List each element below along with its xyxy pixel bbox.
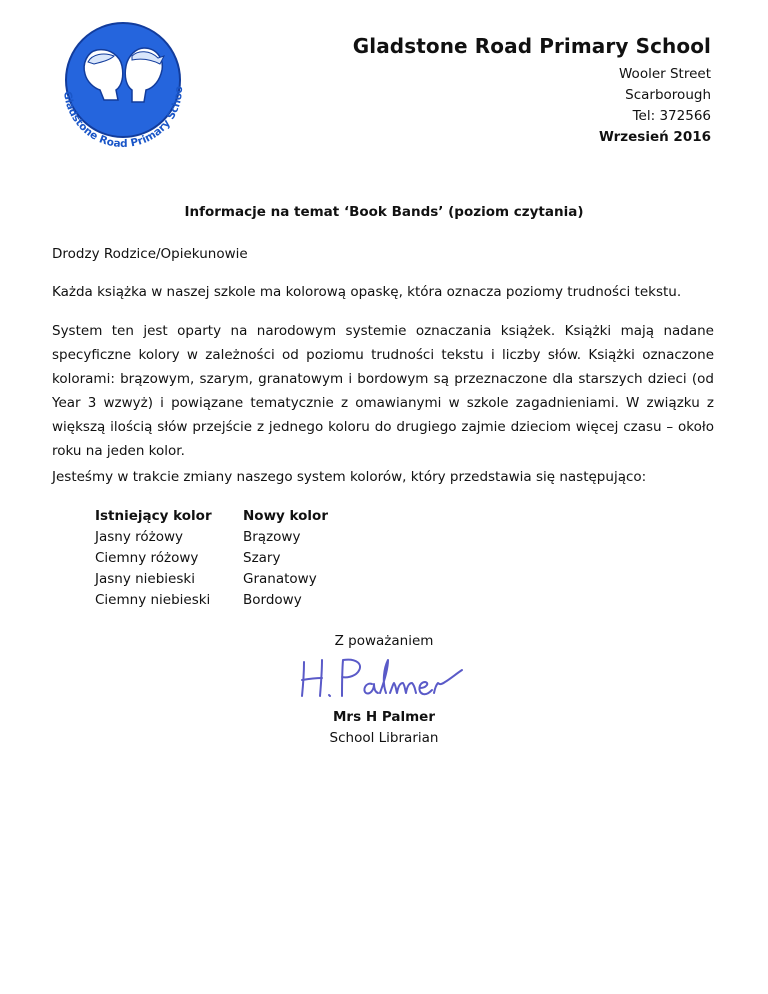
signer-block	[0, 707, 768, 749]
new-color: Bordowy	[243, 592, 302, 608]
table-row	[95, 571, 328, 592]
column-header-existing: Istniejący kolor	[95, 508, 212, 524]
new-color: Brązowy	[243, 529, 301, 545]
existing-color: Ciemny niebieski	[95, 592, 211, 608]
closing: Z poważaniem	[334, 633, 434, 649]
paragraph-system: System ten jest oparty na narodowym systemie oznaczania książek. Książki mają nadane specyficzne kolory w zależności od poziomu trudności tekstu i liczby słów. Książki oznaczone kolorami: brązowym, szarym, granatowym i bordowym są przeznaczone dla starszych dzieci (od Year 3 wzwyż) i powiązane tematycznie z omawianymi w szkole zagadnieniami. W związku z większą ilością słów przejście z jednego koloru do drugiego zajmie dzieciom więcej czasu – około roku na jeden kolor.	[52, 323, 714, 459]
signer-name: Mrs H Palmer	[333, 709, 435, 725]
address-line: Scarborough	[625, 87, 711, 103]
address-line: Wooler Street	[619, 66, 711, 82]
table-row	[95, 529, 328, 550]
paragraph-intro: Każda książka w naszej szkole ma kolorową opaskę, która oznacza poziomy trudności tekstu.	[52, 284, 682, 300]
greeting: Drodzy Rodzice/Opiekunowie	[52, 246, 248, 262]
table-row	[95, 592, 328, 613]
phone-line: Tel: 372566	[632, 108, 711, 124]
book-bands-table	[95, 508, 328, 613]
letter-subject: Informacje na temat ‘Book Bands’ (poziom czytania)	[184, 204, 584, 220]
school-logo	[52, 16, 194, 158]
existing-color: Jasny różowy	[95, 529, 184, 545]
new-color: Szary	[243, 550, 281, 566]
new-color: Granatowy	[243, 571, 317, 587]
letter-date: Wrzesień 2016	[598, 129, 711, 145]
school-name: Gladstone Road Primary School	[352, 34, 711, 58]
table-header-row	[95, 508, 328, 529]
existing-color: Jasny niebieski	[95, 571, 195, 587]
school-address	[599, 64, 711, 148]
existing-color: Ciemny różowy	[95, 550, 199, 566]
column-header-new: Nowy kolor	[243, 508, 328, 524]
signer-title: School Librarian	[329, 730, 439, 746]
handwritten-signature	[292, 652, 472, 704]
logo-arc-text: Gladstone Road Primary Schoo	[60, 85, 186, 151]
table-row	[95, 550, 328, 571]
paragraph-change: Jesteśmy w trakcie zmiany naszego system kolorów, który przedstawia się następująco:	[52, 469, 647, 485]
